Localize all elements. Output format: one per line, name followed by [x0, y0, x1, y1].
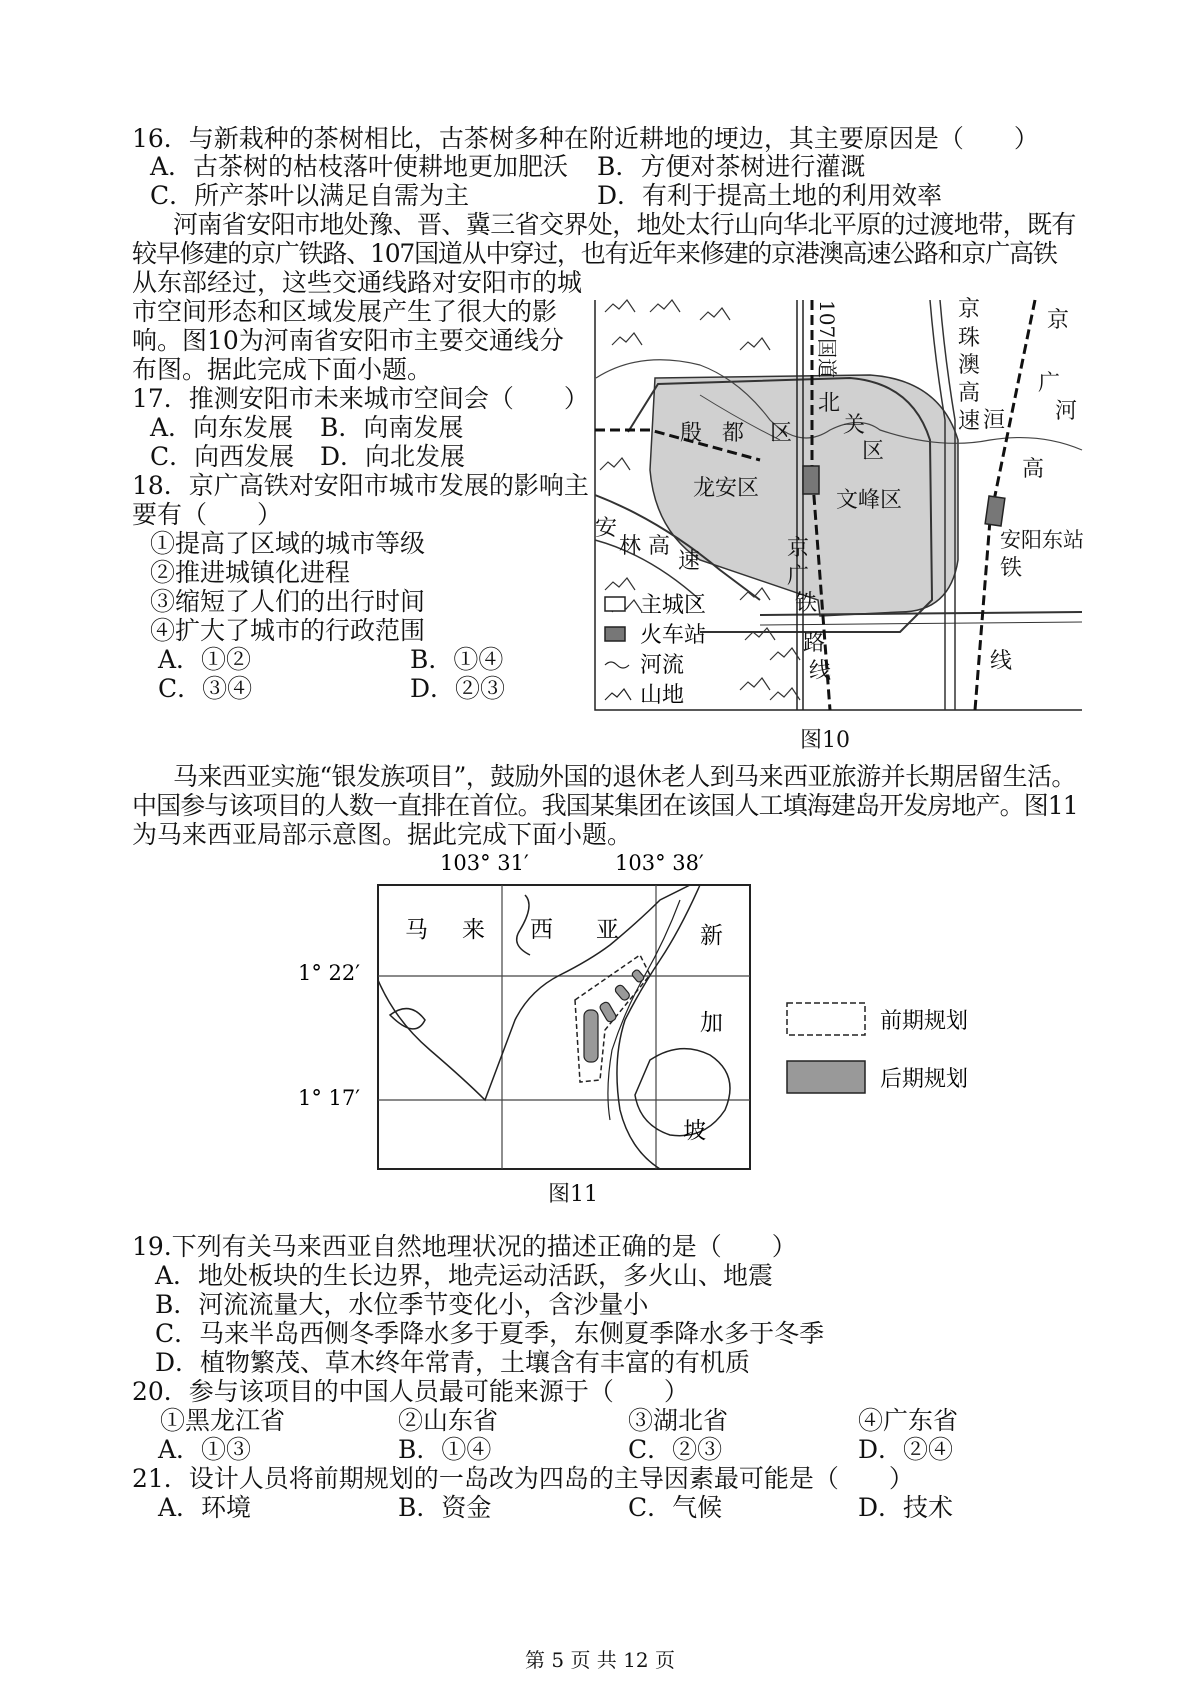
- label-guang-railway: 广: [787, 564, 810, 589]
- passage1-line5: 响。图10为河南省安阳市主要交通线分: [132, 326, 564, 355]
- q18-item-3: ③缩短了人们的出行时间: [150, 587, 426, 616]
- legend-urban: 主城区: [640, 593, 707, 618]
- passage2-line3: 为马来西亚局部示意图。据此完成下面小题。: [132, 820, 633, 849]
- label-su-anlin: 速: [678, 549, 701, 574]
- q16-option-c: C．所产茶叶以满足自需为主: [150, 181, 470, 210]
- label-lat-1-17: 1° 17′: [298, 1086, 361, 1110]
- q18-item-4: ④扩大了城市的行政范围: [150, 616, 426, 645]
- label-jing-hsr: 京: [1047, 308, 1070, 333]
- label-po: 坡: [683, 1118, 706, 1144]
- label-gao-expressway: 高: [958, 381, 981, 406]
- q17-option-d: D．向北发展: [320, 442, 466, 471]
- q20-item-1: ①黑龙江省: [160, 1406, 286, 1435]
- q20-item-4: ④广东省: [858, 1406, 959, 1435]
- legend-river: 河流: [640, 653, 685, 678]
- q18-option-d: D．②③: [410, 674, 506, 703]
- q17-option-b: B．向南发展: [320, 413, 464, 442]
- label-xi: 西: [530, 917, 553, 943]
- label-lat-1-22: 1° 22′: [298, 961, 361, 985]
- label-qu-beiguan: 区: [862, 439, 885, 464]
- label-ya: 亚: [596, 917, 619, 943]
- passage1-line1: 河南省安阳市地处豫、晋、冀三省交界处，地处太行山向华北平原的过渡地带，既有: [173, 210, 1076, 239]
- q19-option-d: D．植物繁茂、草木终年常青，土壤含有丰富的有机质: [155, 1348, 751, 1377]
- passage1-line6: 布图。据此完成下面小题。: [132, 355, 433, 384]
- label-jing-expressway: 京: [958, 297, 981, 322]
- q18-item-1: ①提高了区域的城市等级: [150, 529, 426, 558]
- legend-later-plan: 后期规划: [880, 1067, 969, 1092]
- q20-item-2: ②山东省: [398, 1406, 499, 1435]
- label-lin: 林: [619, 534, 642, 559]
- q20-option-b: B．①④: [398, 1435, 492, 1464]
- q21-option-b: B．资金: [398, 1493, 492, 1522]
- q16-option-d: D．有利于提高土地的利用效率: [597, 181, 943, 210]
- figure-11-map: [290, 852, 970, 1182]
- figure-10-map: [590, 290, 1090, 708]
- q18-option-a: A．①②: [158, 645, 252, 674]
- label-anyangdong: 安阳东站: [1000, 528, 1084, 552]
- q19-option-b: B．河流流量大，水位季节变化小，含沙量小: [155, 1290, 649, 1319]
- figure-11-caption: 图11: [548, 1182, 598, 1207]
- q18-option-b: B．①④: [410, 645, 504, 674]
- q20-stem: 20．参与该项目的中国人员最可能来源于（ ）: [132, 1377, 689, 1406]
- q19-stem: 19.下列有关马来西亚自然地理状况的描述正确的是（ ）: [132, 1232, 797, 1261]
- label-ao: 澳: [958, 353, 981, 378]
- q20-item-3: ③湖北省: [628, 1406, 729, 1435]
- label-bei: 北: [818, 391, 841, 416]
- q17-stem: 17．推测安阳市未来城市空间会（ ）: [132, 384, 589, 413]
- q18-stem-line1: 18．京广高铁对安阳市城市发展的影响主: [132, 471, 589, 500]
- label-ma: 马: [405, 917, 428, 943]
- label-xian-hsr: 线: [990, 649, 1013, 674]
- label-xian-railway: 线: [809, 659, 832, 684]
- label-guang-hsr: 广: [1038, 371, 1061, 396]
- small-island: [390, 1009, 425, 1029]
- legend-early-plan: 前期规划: [880, 1009, 969, 1034]
- passage2-line2: 中国参与该项目的人数一直排在首位。我国某集团在该国人工填海建岛开发房地产。图11: [132, 791, 1078, 820]
- label-lon-103-38: 103° 38′: [615, 851, 704, 875]
- q20-option-a: A．①③: [158, 1435, 252, 1464]
- q21-option-a: A．环境: [158, 1493, 252, 1522]
- label-road107: 107国道: [815, 300, 839, 379]
- label-longan: 龙安区: [693, 476, 760, 501]
- q21-option-c: C．气候: [628, 1493, 723, 1522]
- label-jia: 加: [700, 1010, 723, 1036]
- label-tie-hsr: 铁: [1000, 556, 1023, 581]
- label-lu: 路: [803, 631, 826, 656]
- label-zhu: 珠: [958, 326, 981, 351]
- figure-10-legend: [605, 593, 706, 708]
- label-lai: 来: [462, 917, 485, 943]
- legend-mountain: 山地: [640, 683, 685, 708]
- q18-stem-line2: 要有（ ）: [132, 500, 283, 529]
- label-wenfeng: 文峰区: [836, 488, 903, 513]
- legend-station: 火车站: [640, 623, 707, 648]
- label-du: 都: [722, 421, 745, 446]
- label-gao-hsr: 高: [1022, 457, 1045, 482]
- label-he: 河: [1055, 399, 1078, 424]
- passage1-line2: 较早修建的京广铁路、107国道从中穿过，也有近年来修建的京港澳高速公路和京广高铁: [132, 239, 1057, 268]
- anyangdong-station: [985, 496, 1005, 526]
- label-an: 安: [595, 516, 618, 541]
- q20-option-c: C．②③: [628, 1435, 723, 1464]
- passage2-line1: 马来西亚实施“银发族项目”，鼓励外国的退休老人到马来西亚旅游并长期居留生活。: [173, 762, 1076, 791]
- q17-option-c: C．向西发展: [150, 442, 295, 471]
- label-gao-anlin: 高: [648, 534, 671, 559]
- q21-stem: 21．设计人员将前期规划的一岛改为四岛的主导因素最可能是（ ）: [132, 1464, 914, 1493]
- q17-option-a: A．向东发展: [150, 413, 294, 442]
- q18-option-c: C．③④: [158, 674, 253, 703]
- passage1-line3: 从东部经过，这些交通线路对安阳市的城: [132, 268, 583, 297]
- label-huan: 洹: [983, 408, 1006, 433]
- q19-option-a: A．地处板块的生长边界，地壳运动活跃，多火山、地震: [155, 1261, 774, 1290]
- passage1-line4: 市空间形态和区域发展产生了很大的影: [132, 297, 558, 326]
- q18-item-2: ②推进城镇化进程: [150, 558, 351, 587]
- label-xin: 新: [700, 923, 723, 949]
- q16-option-a: A．古茶树的枯枝落叶使耕地更加肥沃: [150, 152, 569, 181]
- q21-option-d: D．技术: [858, 1493, 954, 1522]
- label-yin: 殷: [680, 421, 703, 446]
- label-lon-103-31: 103° 31′: [440, 851, 529, 875]
- page-footer: 第 5 页 共 12 页: [525, 1648, 675, 1672]
- label-tie-railway: 铁: [795, 591, 818, 616]
- q20-option-d: D．②④: [858, 1435, 954, 1464]
- anyang-station: [803, 466, 819, 494]
- label-guan: 关: [843, 413, 866, 438]
- label-su-expressway: 速: [958, 409, 981, 434]
- q16-stem: 16．与新栽种的茶树相比，古茶树多种在附近耕地的埂边，其主要原因是（ ）: [132, 124, 1039, 153]
- later-plan-islands: [584, 969, 645, 1062]
- q19-option-c: C．马来半岛西侧冬季降水多于夏季，东侧夏季降水多于冬季: [155, 1319, 825, 1348]
- label-jing-railway: 京: [787, 536, 810, 561]
- figure-10-caption: 图10: [800, 728, 850, 753]
- q16-option-b: B．方便对茶树进行灌溉: [597, 152, 866, 181]
- label-qu-yindu: 区: [770, 421, 793, 446]
